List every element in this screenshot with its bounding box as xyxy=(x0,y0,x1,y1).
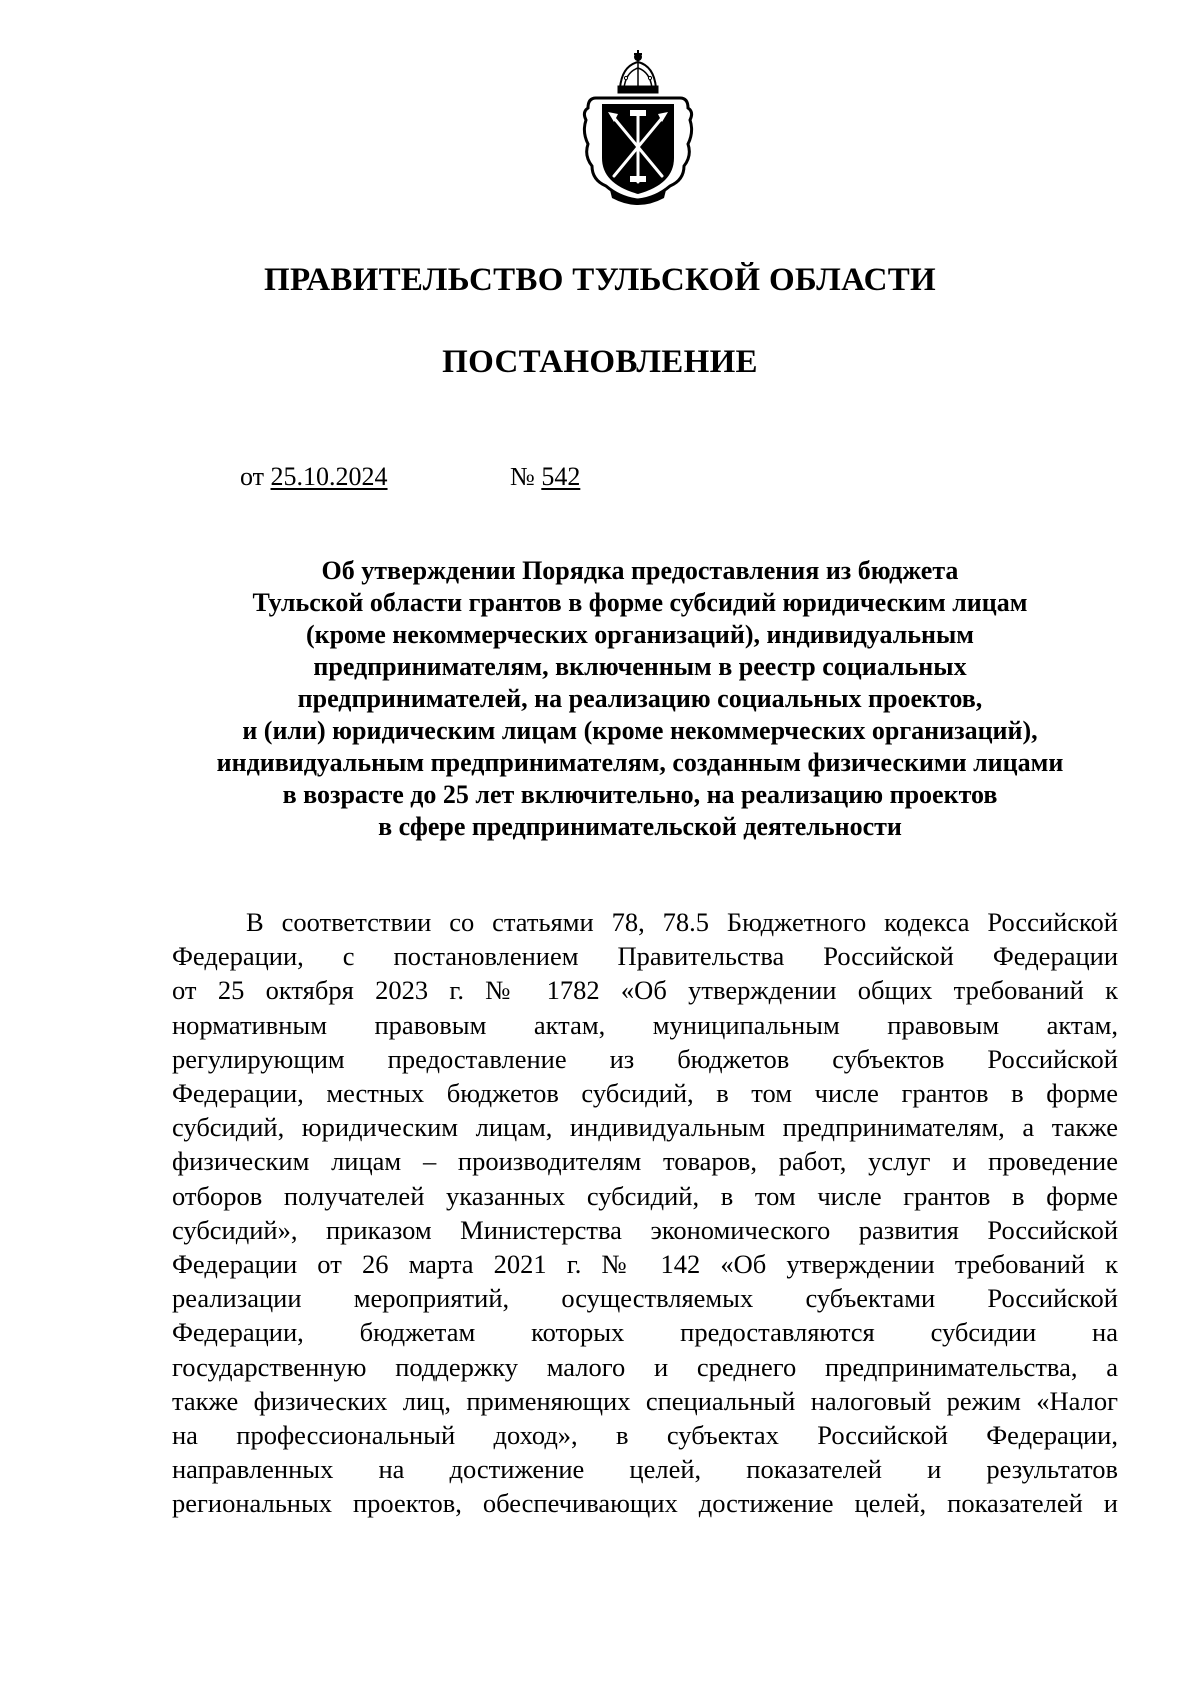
subject-line: индивидуальным предпринимателям, созданным физическими лицами xyxy=(216,748,1064,777)
document-subject xyxy=(160,555,1120,843)
body-line: регулирующим предоставление из бюджетов субъектов Российской xyxy=(172,1043,1118,1074)
body-line: Федерации, бюджетам которых предоставляются субсидии на xyxy=(172,1317,1118,1348)
number-value: 542 xyxy=(541,462,581,491)
body-line: субсидий», приказом Министерства экономического развития Российской xyxy=(172,1214,1118,1245)
body-line: нормативным правовым актам, муниципальным правовым актам, xyxy=(172,1009,1118,1040)
body-line: В соответствии со статьями 78, 78.5 Бюджетного кодекса Российской xyxy=(246,907,1118,937)
body-line: Федерации, местных бюджетов субсидий, в том числе грантов в форме xyxy=(172,1078,1118,1109)
subject-line: Об утверждении Порядка предоставления из бюджета xyxy=(321,556,959,585)
body-line: также физических лиц, применяющих специальный налоговый режим «Налог xyxy=(172,1385,1118,1416)
subject-line: в возрасте до 25 лет включительно, на реализацию проектов xyxy=(282,780,998,809)
document-number xyxy=(510,460,580,494)
body-line: на профессиональный доход», в субъектах Российской Федерации, xyxy=(172,1420,1118,1451)
body-line: Федерации, с постановлением Правительства Российской Федерации xyxy=(172,941,1118,972)
date-value: 25.10.2024 xyxy=(270,462,388,491)
body-line: реализации мероприятий, осуществляемых субъектами Российской xyxy=(172,1283,1118,1314)
coat-of-arms-icon xyxy=(580,48,696,212)
subject-line: предпринимателей, на реализацию социальных проектов, xyxy=(297,684,983,713)
subject-line: предпринимателям, включенным в реестр социальных xyxy=(313,652,967,681)
body-line: отборов получателей указанных субсидий, в том числе грантов в форме xyxy=(172,1180,1118,1211)
body-paragraph xyxy=(172,905,1118,1521)
body-line: государственную поддержку малого и среднего предпринимательства, а xyxy=(172,1351,1118,1382)
subject-line: Тульской области грантов в форме субсидий юридическим лицам xyxy=(252,588,1028,617)
government-name: ПРАВИТЕЛЬСТВО ТУЛЬСКОЙ ОБЛАСТИ xyxy=(264,262,936,298)
date-prefix: от xyxy=(240,462,265,491)
number-prefix: № xyxy=(510,462,535,491)
body-line: направленных на достижение целей, показателей и результатов xyxy=(172,1454,1118,1485)
document-date xyxy=(240,460,388,494)
subject-line: (кроме некоммерческих организаций), индивидуальным xyxy=(305,620,975,649)
document-type: ПОСТАНОВЛЕНИЕ xyxy=(442,344,758,380)
subject-line: и (или) юридическим лицам (кроме некоммерческих организаций), xyxy=(242,716,1038,745)
body-line: субсидий, юридическим лицам, индивидуальным предпринимателям, а также xyxy=(172,1112,1118,1143)
subject-line: в сфере предпринимательской деятельности xyxy=(378,812,902,841)
body-line: от 25 октября 2023 г. № 1782 «Об утверждении общих требований к xyxy=(172,975,1118,1006)
body-line: региональных проектов, обеспечивающих достижение целей, показателей и xyxy=(172,1488,1118,1519)
body-line: физическим лицам – производителям товаров, работ, услуг и проведение xyxy=(172,1146,1118,1177)
body-line: Федерации от 26 марта 2021 г. № 142 «Об утверждении требований к xyxy=(172,1249,1118,1280)
